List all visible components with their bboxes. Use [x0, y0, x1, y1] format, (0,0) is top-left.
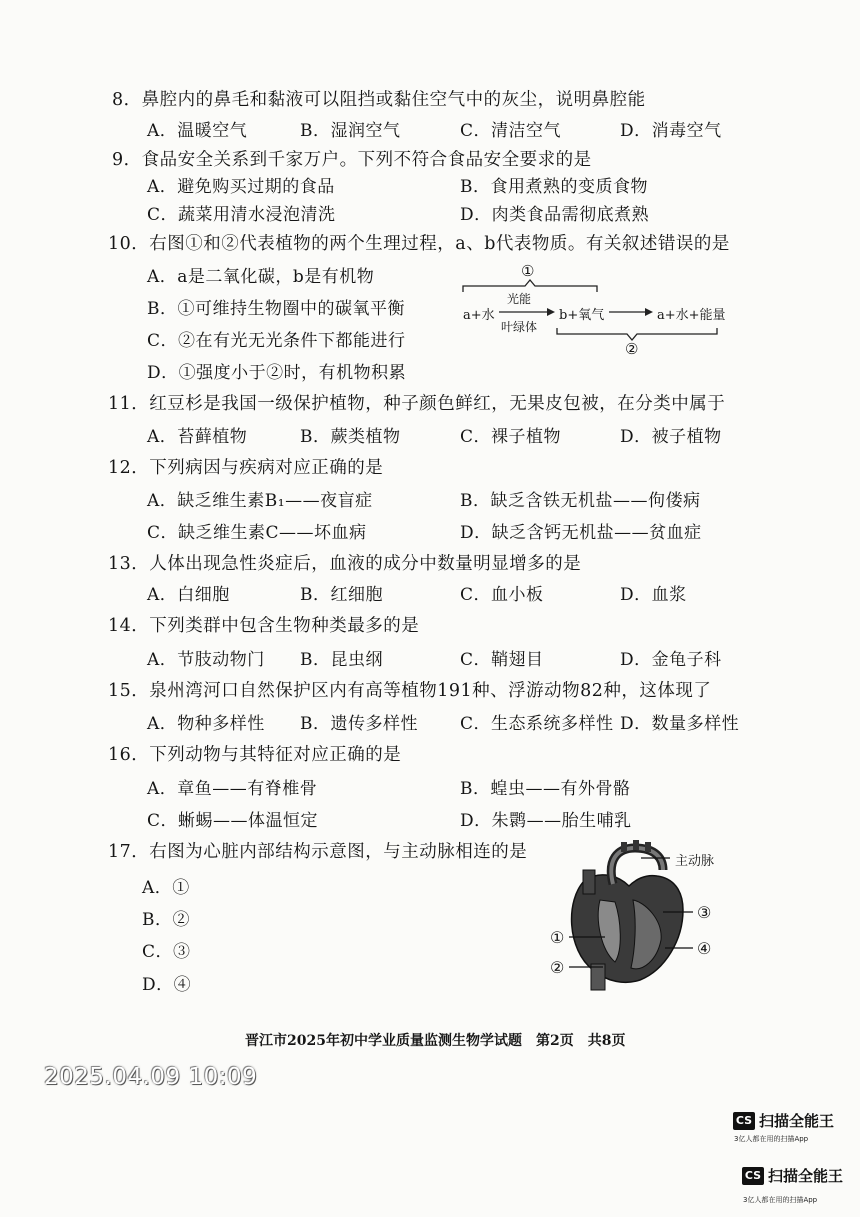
- q13-option-b: B．红细胞: [300, 585, 383, 605]
- q13-option-d: D．血浆: [620, 585, 687, 605]
- q8-option-c: C．清洁空气: [460, 121, 562, 141]
- scanner-tagline: 3亿人都在用的扫描App: [743, 1196, 818, 1204]
- q10-option-d: D．①强度小于②时，有机物积累: [147, 363, 407, 383]
- aorta-label: 主动脉: [675, 854, 715, 869]
- heart-diagram: [545, 840, 745, 1000]
- q11-option-a: A．苔藓植物: [147, 427, 248, 447]
- question-12-stem: 12．下列病因与疾病对应正确的是: [108, 458, 384, 478]
- q11-option-b: B．蕨类植物: [300, 427, 401, 447]
- page-footer: 晋江市2025年初中学业质量监测生物学试题 第2页 共8页: [245, 1033, 626, 1049]
- chloroplast-label: 叶绿体: [501, 320, 538, 334]
- heart-label-4: ④: [697, 939, 712, 958]
- cs-badge-icon: CS: [733, 1112, 755, 1130]
- photosynthesis-diagram: [455, 262, 755, 362]
- q13-option-c: C．血小板: [460, 585, 544, 605]
- q10-option-a: A．a是二氧化碳，b是有机物: [147, 267, 375, 287]
- question-16-stem: 16．下列动物与其特征对应正确的是: [108, 745, 402, 765]
- q17-option-d: D．④: [142, 975, 192, 995]
- q14-option-c: C．鞘翅目: [460, 650, 544, 670]
- q9-option-b: B．食用煮熟的变质食物: [460, 177, 648, 197]
- q8-option-a: A．温暖空气: [147, 121, 248, 141]
- timestamp-stamp: 2025.04.09 10:09: [44, 1064, 258, 1090]
- process-1-label: ①: [521, 262, 535, 280]
- question-17-stem: 17．右图为心脏内部结构示意图，与主动脉相连的是: [108, 842, 528, 862]
- q16-option-b: B．蝗虫——有外骨骼: [460, 779, 631, 799]
- q12-option-c: C．缺乏维生素C——坏血病: [147, 523, 367, 543]
- cs-badge-icon: CS: [742, 1167, 764, 1185]
- respiration-products-label: a+水+能量: [657, 308, 726, 323]
- q8-option-b: B．湿润空气: [300, 121, 401, 141]
- heart-illustration: [545, 840, 745, 1000]
- q17-option-a: A．①: [142, 878, 190, 898]
- q13-option-a: A．白细胞: [147, 585, 230, 605]
- heart-label-2: ②: [550, 958, 565, 977]
- products-label: b+氧气: [559, 308, 605, 323]
- reactants-label: a+水: [463, 308, 495, 323]
- q10-option-c: C．②在有光无光条件下都能进行: [147, 331, 406, 351]
- q16-option-c: C．蜥蜴——体温恒定: [147, 811, 319, 831]
- question-11-stem: 11．红豆杉是我国一级保护植物，种子颜色鲜红，无果皮包被，在分类中属于: [108, 394, 726, 414]
- q9-option-a: A．避免购买过期的食品: [147, 177, 335, 197]
- light-energy-label: 光能: [507, 292, 532, 306]
- q12-option-d: D．缺乏含钙无机盐——贫血症: [460, 523, 702, 543]
- q15-option-d: D．数量多样性: [620, 714, 740, 734]
- q12-option-b: B．缺乏含铁无机盐——佝偻病: [460, 491, 701, 511]
- process-2-label: ②: [625, 340, 639, 358]
- q9-option-d: D．肉类食品需彻底煮熟: [460, 205, 650, 225]
- scanner-brand-name: 扫描全能王: [759, 1112, 835, 1130]
- question-14-stem: 14．下列类群中包含生物种类最多的是: [108, 616, 420, 636]
- q14-option-b: B．昆虫纲: [300, 650, 383, 670]
- q14-option-a: A．节肢动物门: [147, 650, 265, 670]
- heart-label-3: ③: [697, 903, 712, 922]
- q15-option-c: C．生态系统多样性: [460, 714, 614, 734]
- question-8-stem: 8．鼻腔内的鼻毛和黏液可以阻挡或黏住空气中的灰尘，说明鼻腔能: [112, 90, 646, 110]
- q14-option-d: D．金龟子科: [620, 650, 722, 670]
- question-10-stem: 10．右图①和②代表植物的两个生理过程，a、b代表物质。有关叙述错误的是: [108, 234, 730, 254]
- q15-option-b: B．遗传多样性: [300, 714, 418, 734]
- q10-option-b: B．①可维持生物圈中的碳氧平衡: [147, 299, 405, 319]
- scanner-tagline: 3亿人都在用的扫描App: [734, 1135, 809, 1143]
- q9-option-c: C．蔬菜用清水浸泡清洗: [147, 205, 336, 225]
- q11-option-c: C．裸子植物: [460, 427, 562, 447]
- heart-label-1: ①: [550, 928, 565, 947]
- q17-option-c: C．③: [142, 942, 191, 962]
- question-15-stem: 15．泉州湾河口自然保护区内有高等植物191种、浮游动物82种，这体现了: [108, 681, 712, 701]
- q16-option-d: D．朱鹮——胎生哺乳: [460, 811, 632, 831]
- q15-option-a: A．物种多样性: [147, 714, 265, 734]
- scanner-logo-2: [742, 1165, 843, 1186]
- question-9-stem: 9．食品安全关系到千家万户。下列不符合食品安全要求的是: [112, 150, 592, 170]
- q12-option-a: A．缺乏维生素B₁——夜盲症: [147, 491, 373, 511]
- scanner-brand-name: 扫描全能王: [768, 1167, 844, 1185]
- q11-option-d: D．被子植物: [620, 427, 722, 447]
- q17-option-b: B．②: [142, 910, 190, 930]
- scanner-logo-1: [733, 1110, 834, 1131]
- q16-option-a: A．章鱼——有脊椎骨: [147, 779, 318, 799]
- question-13-stem: 13．人体出现急性炎症后，血液的成分中数量明显增多的是: [108, 554, 582, 574]
- q8-option-d: D．消毒空气: [620, 121, 722, 141]
